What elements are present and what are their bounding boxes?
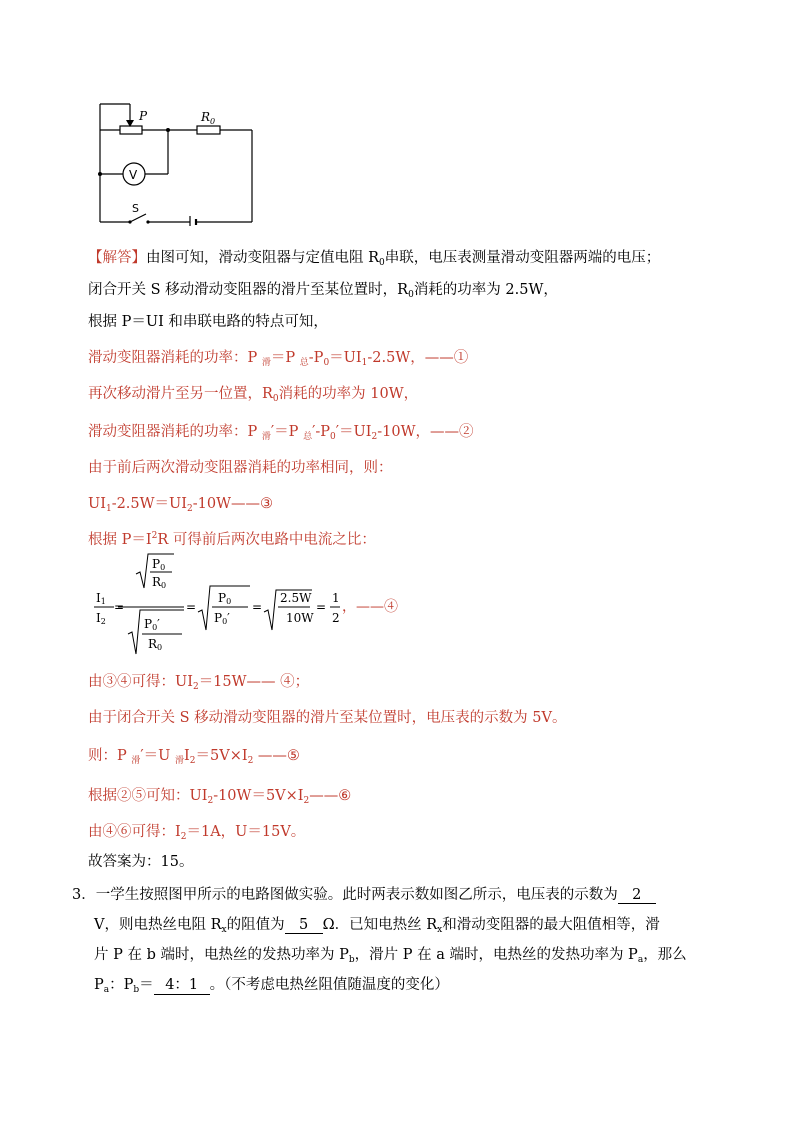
junction-dot xyxy=(166,128,170,132)
label-p: P xyxy=(139,109,148,123)
switch-symbol xyxy=(130,214,146,222)
svg-text:P0′: P0′ xyxy=(214,611,230,626)
solution-line-2: 闭合开关 S 移动滑动变阻器的滑片至某位置时，$R_0$消耗的功率为 2.5W， xyxy=(88,282,558,300)
question-3-line-4: $P_a$：$P_b= 4$：1 。（不考虑电热丝阻值随温度的变化） xyxy=(94,973,449,995)
resistor-r0-symbol xyxy=(197,126,220,134)
svg-text:R0: R0 xyxy=(148,637,163,652)
circuit-diagram xyxy=(90,96,265,226)
current-ratio-formula xyxy=(92,552,422,660)
svg-text:2: 2 xyxy=(332,611,340,625)
solution-line-5: 再次移动滑片至另一位置，$R_0$消耗的功率为 10W， xyxy=(88,386,419,404)
svg-text:=: = xyxy=(252,600,263,614)
solution-line-13: 根据②⑤可知：$UI_2-10W=5V\times I_2——⑥$ xyxy=(88,788,352,806)
solution-line-10: 由③④可得：$UI_2=15W——$ ④； xyxy=(88,674,310,692)
solution-line-7: 由于前后两次滑动变阻器消耗的功率相同，则： xyxy=(88,460,393,476)
svg-text:P0: P0 xyxy=(218,591,232,606)
question-3-line-3: 片 P 在 b 端时，电热丝的发热功率为 $P_b$，滑片 P 在 a 端时，电热丝的发热功率为 $P_a$，那么 xyxy=(94,947,687,965)
rheostat-symbol xyxy=(120,126,142,134)
junction-dot xyxy=(98,172,102,176)
solution-line-12: 则：P $_滑$′＝U $_滑I_2=5V\times I_2$ ——⑤ xyxy=(88,748,300,766)
solution-line-9: 根据 $P=I^2R$ 可得前后两次电路中电流之比： xyxy=(88,531,376,548)
svg-text:I2: I2 xyxy=(96,611,106,626)
question-3-line-2: V，则电热丝电阻 $R_x$的阻值为 5 Ω．已知电热丝 $R_x$和滑动变阻器的最大阻值相等，滑 xyxy=(94,917,660,935)
question-3-line-1: 3．一学生按照图甲所示的电路图做实验。此时两表示数如图乙所示，电压表的示数为 2 xyxy=(72,883,656,904)
solution-line-6: 滑动变阻器消耗的功率：P $_滑$′＝P $_总'-P_0'=UI_2-10W$，——② xyxy=(88,424,474,442)
label-s: S xyxy=(132,202,139,215)
svg-text:=: = xyxy=(186,600,197,614)
solution-line-8: $UI_1-2.5W=UI_2-10W——③$ xyxy=(88,496,273,514)
solution-line-3: 根据 P＝UI 和串联电路的特点可知， xyxy=(88,314,328,330)
svg-text:，——④: ，——④ xyxy=(342,599,398,615)
svg-text:P0: P0 xyxy=(152,557,166,572)
svg-text:1: 1 xyxy=(332,591,340,605)
svg-text:I1: I1 xyxy=(96,591,106,606)
svg-text:10W: 10W xyxy=(286,611,314,625)
label-r0: $R_0$ xyxy=(201,110,216,126)
answer-blank-ratio: 4：1 xyxy=(154,973,210,995)
switch-contact-dot xyxy=(128,220,131,223)
solution-line-15: 故答案为：15。 xyxy=(88,854,194,870)
solution-line-1: 【解答】由图可知，滑动变阻器与定值电阻 $R_0$串联，电压表测量滑动变阻器两端的电压； xyxy=(88,250,661,268)
solution-line-14: 由④⑥可得：$I_2=1A$，U＝15V。 xyxy=(88,824,306,842)
solution-line-11: 由于闭合开关 S 移动滑动变阻器的滑片至某位置时，电压表的示数为 5V。 xyxy=(88,710,567,726)
switch-contact-dot xyxy=(146,220,149,223)
label-v: V xyxy=(129,168,138,182)
svg-text:=: = xyxy=(316,600,327,614)
solution-line-4: 滑动变阻器消耗的功率：P $_滑$＝P $_总-P_0=UI_1-2.5W$，——① xyxy=(88,350,469,368)
svg-text:2.5W: 2.5W xyxy=(280,591,312,605)
svg-text:R0: R0 xyxy=(152,575,167,590)
svg-text:P0′: P0′ xyxy=(144,617,160,632)
answer-blank-voltage: 2 xyxy=(618,887,656,904)
svg-text:=: = xyxy=(114,600,125,614)
answer-blank-resistance: 5 xyxy=(285,917,323,934)
